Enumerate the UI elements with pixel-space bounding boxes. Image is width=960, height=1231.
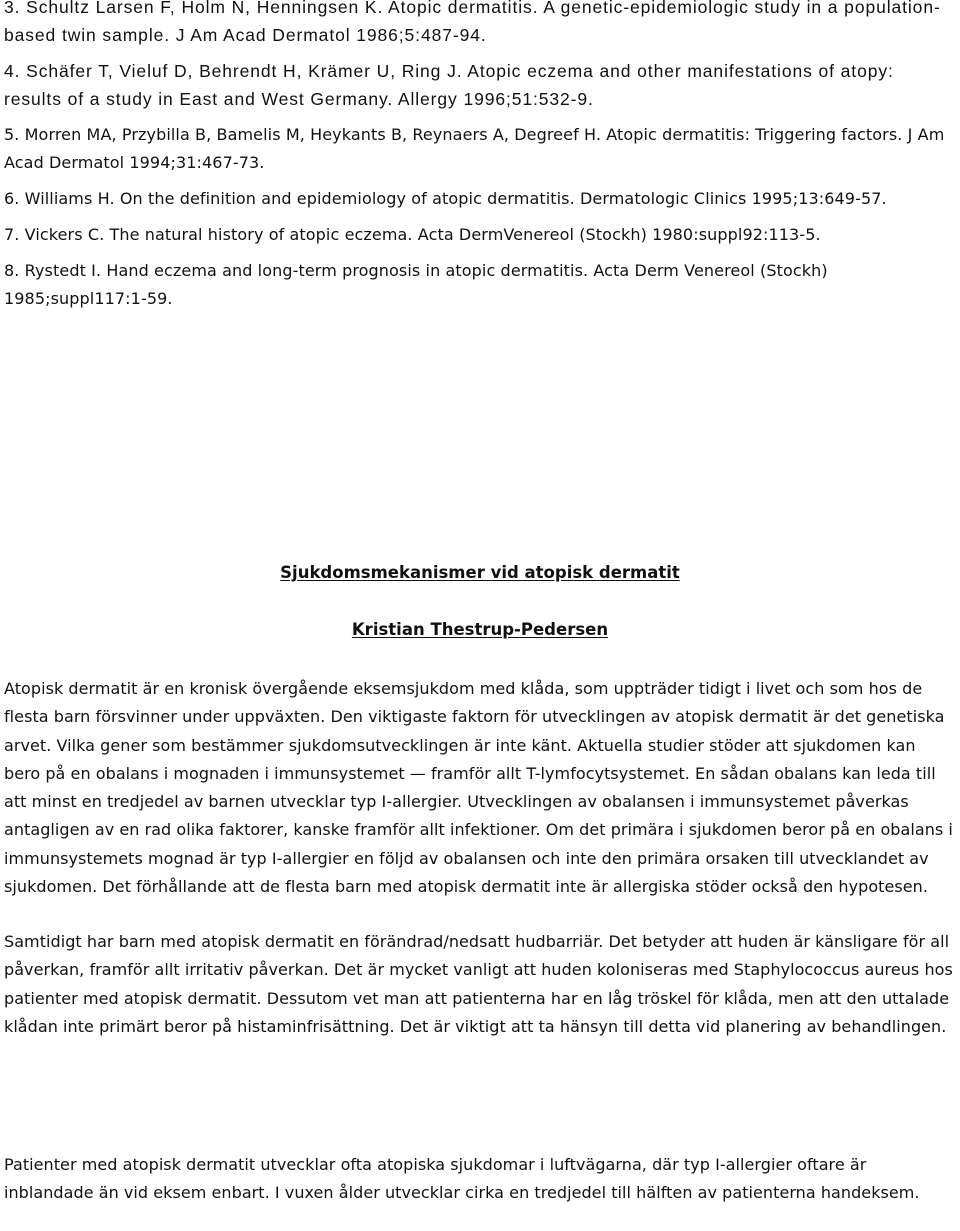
- article-title: Sjukdomsmekanismer vid atopisk dermatit: [280, 563, 680, 582]
- body-paragraph: Atopisk dermatit är en kronisk övergående eksemsjukdom med klåda, som uppträder tidigt i livet och som hos de flesta barn försvinner under uppväxten. Den viktigaste faktorn för utvecklingen av atopisk dermatit är det genetiska arvet. Vilka gener som bestämmer sjukdomsutvecklingen är inte känt. Aktuella studier stöder att sjukdomen kan bero på en obalans i mognaden i immunsystemet — framför allt T-lymfocytsystemet. En sådan obalans kan leda till att minst en tredjedel av barnen utvecklar typ I-allergier. Utvecklingen av obalansen i immunsystemet påverkas antagligen av en rad olika faktorer, kanske framför allt infektioner. Om det primära i sjukdomen beror på en obalans i immunsystemets mognad är typ I-allergier en följd av obalansen och inte den primära orsaken till utvecklandet av sjukdomen. Det förhållande att de flesta barn med atopisk dermatit inte är allergiska stöder också den hypotesen.: [4, 679, 953, 897]
- reference-item: 7. Vickers C. The natural history of atopic eczema. Acta DermVenereol (Stockh) 1980:suppl92:113-5.: [4, 225, 821, 244]
- reference-list: [4, 0, 954, 321]
- body-paragraph: Samtidigt har barn med atopisk dermatit en förändrad/nedsatt hudbarriär. Det betyder att huden är känsligare för all påverkan, framför allt irritativ påverkan. Det är mycket vanligt att huden koloniseras med Staphylococcus aureus hos patienter med atopisk dermatit. Dessutom vet man att patienterna har en låg tröskel för klåda, men att den uttalade klådan inte primärt beror på histaminfrisättning. Det är viktigt att ta hänsyn till detta vid planering av behandlingen.: [4, 932, 953, 1036]
- reference-item: 6. Williams H. On the definition and epidemiology of atopic dermatitis. Dermatologic Clinics 1995;13:649-57.: [4, 189, 887, 208]
- reference-item: 5. Morren MA, Przybilla B, Bamelis M, Heykants B, Reynaers A, Degreef H. Atopic dermatitis: Triggering factors. J Am Acad Dermatol 1994;31:467-73.: [4, 125, 945, 172]
- reference-item: 4. Schäfer T, Vieluf D, Behrendt H, Krämer U, Ring J. Atopic eczema and other manifestations of atopy: results of a study in East and West Germany. Allergy 1996;51:532-9.: [4, 61, 894, 109]
- body-paragraph: Patienter med atopisk dermatit utvecklar ofta atopiska sjukdomar i luftvägarna, där typ I-allergier oftare är inblandade än vid eksem enbart. I vuxen ålder utvecklar cirka en tredjedel till hälften av patienterna handeksem.: [4, 1155, 920, 1203]
- reference-item: 8. Rystedt I. Hand eczema and long-term prognosis in atopic dermatitis. Acta Derm Venereol (Stockh) 1985;suppl117:1-59.: [4, 261, 828, 308]
- article-author: Kristian Thestrup-Pedersen: [351, 620, 609, 639]
- reference-item: 3. Schultz Larsen F, Holm N, Henningsen K. Atopic dermatitis. A genetic-epidemiologic study in a population-based twin sample. J Am Acad Dermatol 1986;5:487-94.: [4, 0, 941, 45]
